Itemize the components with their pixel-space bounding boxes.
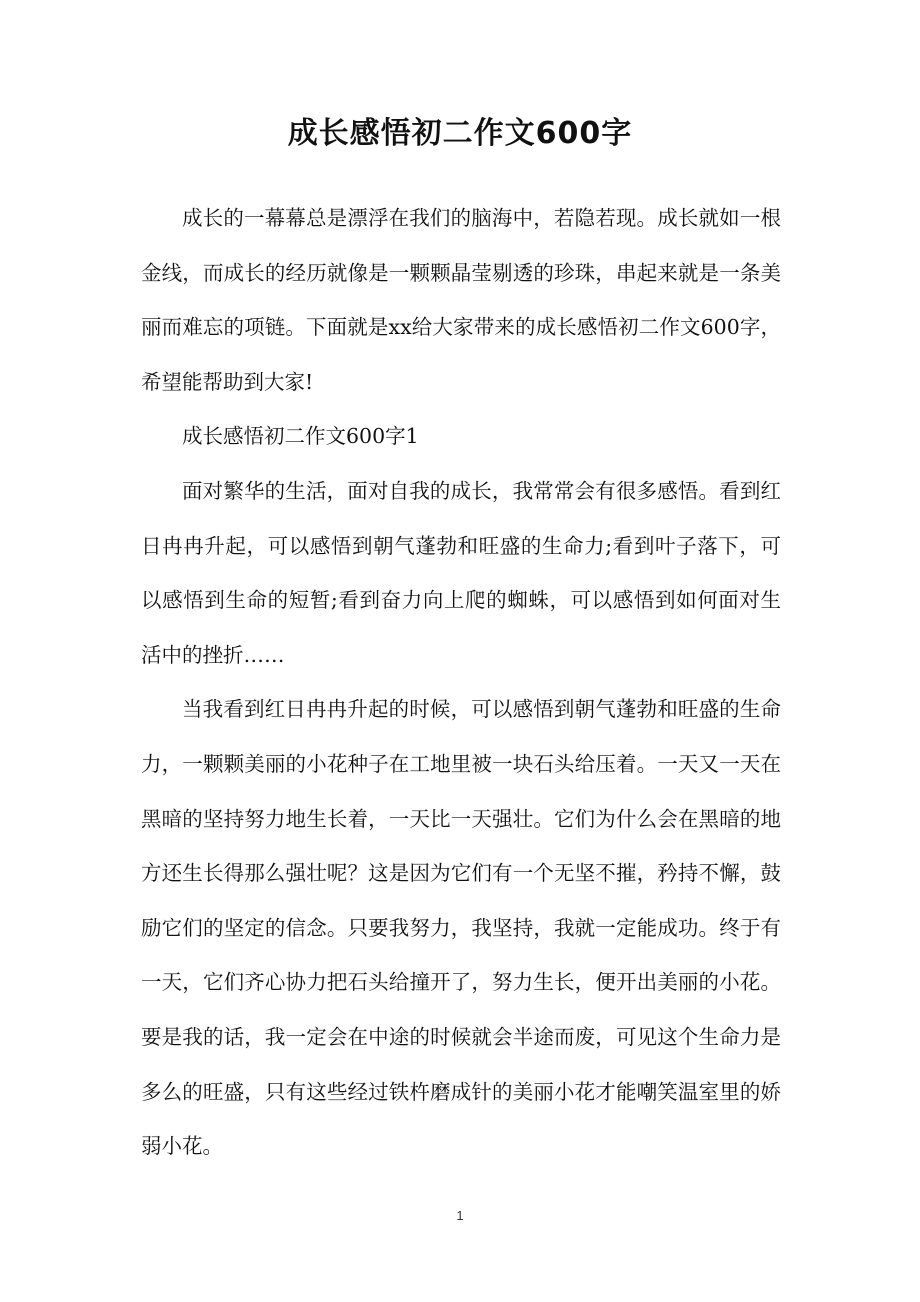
intro-paragraph: 成长的一幕幕总是漂浮在我们的脑海中，若隐若现。成长就如一根金线，而成长的经历就像是一颗颗晶莹剔透的珍珠，串起来就是一条美丽而难忘的项链。下面就是xx给大家带来的成长感悟初二作文600字，希望能帮助到大家! — [141, 206, 781, 394]
page-number: 1 — [456, 1208, 464, 1223]
document-body — [141, 191, 781, 1174]
section-heading: 成长感悟初二作文600字1 — [182, 424, 419, 449]
body-paragraph: 面对繁华的生活，面对自我的成长，我常常会有很多感悟。看到红日冉冉升起，可以感悟到朝气蓬勃和旺盛的生命力;看到叶子落下，可以感悟到生命的短暂;看到奋力向上爬的蜘蛛，可以感悟到如何面对生活中的挫折…… — [141, 478, 781, 667]
document-title: 成长感悟初二作文600字 — [287, 116, 633, 151]
body-paragraph: 当我看到红日冉冉升起的时候，可以感悟到朝气蓬勃和旺盛的生命力，一颗颗美丽的小花种子在工地里被一块石头给压着。一天又一天在黑暗的坚持努力地生长着，一天比一天强壮。它们为什么会在黑暗的地方还生长得那么强壮呢？这是因为它们有一个无坚不摧，矜持不懈，鼓励它们的坚定的信念。只要我努力，我坚持，我就一定能成功。终于有一天，它们齐心协力把石头给撞开了，努力生长，便开出美丽的小花。要是我的话，我一定会在中途的时候就会半途而废，可见这个生命力是多么的旺盛，只有这些经过铁杵磨成针的美丽小花才能嘲笑温室里的娇弱小花。 — [141, 697, 781, 1159]
